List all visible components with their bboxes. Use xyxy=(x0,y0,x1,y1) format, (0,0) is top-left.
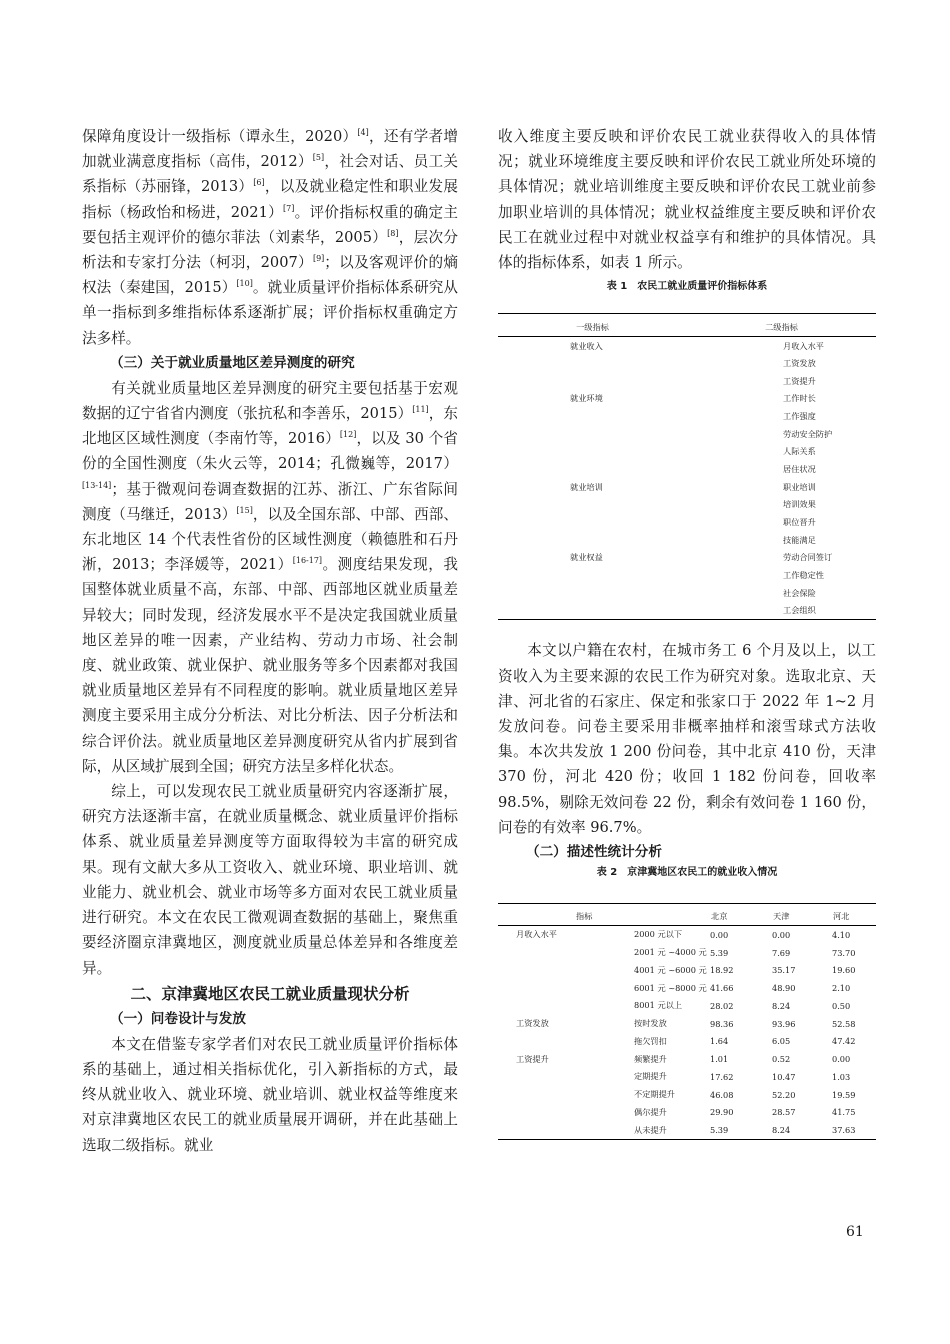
table1-row xyxy=(498,355,876,373)
subsection-heading-regional-diff: （三）关于就业质量地区差异测度的研究 xyxy=(110,354,355,371)
table2-tianjin-cell: 6.05 xyxy=(772,1036,791,1047)
paragraph-summary: 综上，可以发现农民工就业质量研究内容逐渐扩展，研究方法逐渐丰富，在就业质量概念、就业质量评价指标体系、就业质量差异测度等方面取得较为丰富的研究成果。现有文献大多从工资收入、就业环境、职业培训、就业能力、就业机会、就业市场等多方面对农民工就业质量进行研究。本文在农民工微观调查数据的基础上，聚焦重要经济圈京津冀地区，测度就业质量总体差异和各维度差异。 xyxy=(82,783,458,977)
table1-level1-cell xyxy=(498,514,687,532)
table2-category-cell: 4001 元 ~6000 元 xyxy=(634,964,707,975)
subsection-heading-questionnaire: （一）问卷设计与发放 xyxy=(110,1010,246,1027)
table1-body xyxy=(498,337,876,620)
table2-body xyxy=(498,926,876,1140)
table2-indicator-cell xyxy=(498,997,634,1015)
table2-tianjin-cell: 93.96 xyxy=(772,1018,796,1029)
table2-hebei-cell: 4.10 xyxy=(832,929,851,940)
table2-row xyxy=(498,1086,876,1104)
table1-level2-cell: 劳动合同签订 xyxy=(783,552,833,563)
table2-indicator-cell xyxy=(498,1104,634,1122)
table2-indicator-cell: 月收入水平 xyxy=(516,929,557,940)
table2-beijing-cell: 0.00 xyxy=(710,929,729,940)
table2-tianjin-cell: 28.57 xyxy=(772,1107,796,1118)
table2-header: 河北 xyxy=(832,904,876,926)
table1-level1-cell xyxy=(498,425,687,443)
paragraph-dimensions: 收入维度主要反映和评价农民工就业获得收入的具体情况；就业环境维度主要反映和评价农民工就业所处环境的具体情况；就业培训维度主要反映和评价农民工就业前参加职业培训的具体情况；就业权益维度主要反映和评价农民工在就业过程中对就业权益享有和维护的具体情况。具体的指标体系，如表 1 所示。 xyxy=(498,128,876,272)
table1-level2-cell: 劳动安全防护 xyxy=(783,428,833,439)
table2-row xyxy=(498,997,876,1015)
table2-category-cell: 频繁提升 xyxy=(634,1053,667,1064)
table2-beijing-cell: 17.62 xyxy=(710,1071,734,1082)
table1-level1-cell xyxy=(498,567,687,585)
subsection-heading-descriptive: （二）描述性统计分析 xyxy=(526,844,662,861)
table2-tianjin-cell: 0.00 xyxy=(772,929,791,940)
table2-tianjin-cell: 52.20 xyxy=(772,1089,796,1100)
table2-row xyxy=(498,926,876,944)
table2-beijing-cell: 5.39 xyxy=(710,1125,729,1136)
table1-row xyxy=(498,549,876,567)
paragraph-indicators-weights: 保障角度设计一级指标（谭永生，2020）[4]，还有学者增加就业满意度指标（高伟，2012）[5]，社会对话、员工关系指标（苏丽锋，2013）[6]，以及就业稳定性和职业发展指标（杨政怡和杨进，2021）[7]。评价指标权重的确定主要包括主观评价的德尔菲法（刘素华，2005）[8]，层次分析法和专家打分法（柯羽，2007）[9]；以及客观评价的熵权法（秦建国，2015）[10]。就业质量评价指标体系研究从单一指标到多维指标体系逐渐扩展；评价指标权重确定方法多样。 xyxy=(82,128,458,347)
table1-level1-cell xyxy=(498,496,687,514)
table1-level1-cell: 就业环境 xyxy=(570,393,603,404)
table1-level2-cell: 培训效果 xyxy=(783,499,816,510)
table1-row xyxy=(498,461,876,479)
table1-level1-cell xyxy=(498,584,687,602)
table2-beijing-cell: 29.90 xyxy=(710,1107,734,1118)
paragraph-sample: 本文以户籍在农村，在城市务工 6 个月及以上，以工资收入为主要来源的农民工作为研究对象。选取北京、天津、河北省的石家庄、保定和张家口于 2022 年 1~2 月发放问卷。问卷主要采用非概率抽样和滚雪球式方法收集。本次共发放 1 200 份问卷，其中北京 410 份，天津 370 份，河北 420 份；收回 1 182 份问卷，回收率 98.5%，剔除无效问卷 22 份，剩余有效问卷 1 160 份，问卷的有效率 96.7%。 xyxy=(498,642,876,836)
table1-level2-cell: 社会保险 xyxy=(783,587,816,598)
table2-header: 指标 xyxy=(498,904,710,926)
table1-level1-cell: 就业培训 xyxy=(570,481,603,492)
table1-level1-cell xyxy=(498,461,687,479)
section-heading-2: 二、京津冀地区农民工就业质量现状分析 xyxy=(130,984,410,1003)
table2-header: 北京 xyxy=(710,904,772,926)
table1-header: 一级指标 xyxy=(498,314,687,337)
table2-hebei-cell: 47.42 xyxy=(832,1036,856,1047)
table1-row xyxy=(498,496,876,514)
table1-row xyxy=(498,478,876,496)
table1-row xyxy=(498,425,876,443)
table1-level1-cell xyxy=(498,443,687,461)
table2-indicator-cell: 工资提升 xyxy=(516,1053,549,1064)
table2-hebei-cell: 0.50 xyxy=(832,1000,851,1011)
table1-row xyxy=(498,443,876,461)
table2-beijing-cell: 1.64 xyxy=(710,1036,729,1047)
table1-row xyxy=(498,373,876,391)
table1-row xyxy=(498,337,876,355)
table2-beijing-cell: 1.01 xyxy=(710,1054,729,1065)
table2-indicator-cell: 工资发放 xyxy=(516,1018,549,1029)
table1-row xyxy=(498,602,876,620)
table2-hebei-cell: 1.03 xyxy=(832,1071,851,1082)
table2-tianjin-cell: 8.24 xyxy=(772,1000,791,1011)
table1-level1-cell xyxy=(498,531,687,549)
paragraph-regional-measure: 有关就业质量地区差异测度的研究主要包括基于宏观数据的辽宁省省内测度（张抗私和李善乐，2015）[11]，东北地区区域性测度（李南竹等，2016）[12]，以及 30 个省份的全国性测度（朱火云等，2014；孔微巍等，2017）[13-14]；基于微观问卷调查数据的江苏、浙江、广东省际间测度（马继迁，2013）[15]，以及全国东部、中部、西部、东北地区 14 个代表性省份的区域性测度（赖德胜和石丹淅，2013；李泽媛等，2021）[16-17]。测度结果发现，我国整体就业质量不高，东部、中部、西部地区就业质量差异较大；同时发现，经济发展水平不是决定我国就业质量地区差异的唯一因素，产业结构、劳动力市场、社会制度、就业政策、就业保护、就业服务等多个因素都对我国就业质量地区差异有不同程度的影响。就业质量地区差异测度主要采用主成分分析法、对比分析法、因子分析法和综合评价法。就业质量地区差异测度研究从省内扩展到省际，从区域扩展到全国；研究方法呈多样化状态。 xyxy=(82,379,458,775)
table2-hebei-cell: 19.59 xyxy=(832,1089,856,1100)
table2-row xyxy=(498,1104,876,1122)
table2-caption: 表 2 京津冀地区农民工的就业收入情况 xyxy=(596,867,778,879)
table1-level2-cell: 工会组织 xyxy=(783,605,816,616)
table2-category-cell: 不定期提升 xyxy=(634,1089,675,1100)
table2-row xyxy=(498,962,876,980)
table2-category-cell: 定期提升 xyxy=(634,1071,667,1082)
table2-hebei-cell: 37.63 xyxy=(832,1125,856,1136)
table1-level2-cell: 工资提升 xyxy=(783,375,816,386)
page-number: 61 xyxy=(846,1224,864,1240)
table1-level2-cell: 工作时长 xyxy=(783,393,816,404)
table2-beijing-cell: 46.08 xyxy=(710,1089,734,1100)
table2-tianjin-cell: 35.17 xyxy=(772,965,796,976)
table2-hebei-cell: 41.75 xyxy=(832,1107,856,1118)
table2-hebei-cell: 0.00 xyxy=(832,1054,851,1065)
table1-row xyxy=(498,531,876,549)
table1-row xyxy=(498,514,876,532)
table2-category-cell: 2001 元 ~4000 元 xyxy=(634,947,707,958)
table2-indicator-cell xyxy=(498,1086,634,1104)
table2-hebei-cell: 19.60 xyxy=(832,965,856,976)
table2-beijing-cell: 18.92 xyxy=(710,965,734,976)
table2-row xyxy=(498,979,876,997)
table2-category-cell: 6001 元 ~8000 元 xyxy=(634,982,707,993)
table2-indicator-cell xyxy=(498,979,634,997)
table2-indicator-cell xyxy=(498,1033,634,1051)
table2-row xyxy=(498,1050,876,1068)
table1-row xyxy=(498,408,876,426)
table1-row xyxy=(498,584,876,602)
table1-row xyxy=(498,567,876,585)
right-column xyxy=(498,124,876,1140)
table1-level1-cell xyxy=(498,373,687,391)
table1-level2-cell: 职业培训 xyxy=(783,481,816,492)
table1-level2-cell: 工作稳定性 xyxy=(783,569,824,580)
table1-caption: 表 1 农民工就业质量评价指标体系 xyxy=(606,281,768,293)
table2-category-cell: 偶尔提升 xyxy=(634,1106,667,1117)
table2 xyxy=(498,903,876,1140)
table1 xyxy=(498,313,876,620)
table1-level2-cell: 居住状况 xyxy=(783,464,816,475)
table2-row xyxy=(498,1068,876,1086)
table2-category-cell: 从未提升 xyxy=(634,1124,667,1135)
table1-level2-cell: 工作强度 xyxy=(783,411,816,422)
table2-beijing-cell: 41.66 xyxy=(710,983,734,994)
table2-beijing-cell: 98.36 xyxy=(710,1018,734,1029)
table1-level2-cell: 人际关系 xyxy=(783,446,816,457)
table2-tianjin-cell: 8.24 xyxy=(772,1125,791,1136)
table1-level1-cell xyxy=(498,355,687,373)
table2-tianjin-cell: 7.69 xyxy=(772,947,791,958)
table1-level2-cell: 工资发放 xyxy=(783,358,816,369)
paragraph-questionnaire: 本文在借鉴专家学者们对农民工就业质量评价指标体系的基础上，通过相关指标优化，引入新指标的方式，最终从就业收入、就业环境、就业培训、就业权益等维度来对京津冀地区农民工的就业质量展开调研，并在此基础上选取二级指标。就业 xyxy=(82,1035,458,1154)
table2-tianjin-cell: 10.47 xyxy=(772,1071,796,1082)
table2-row xyxy=(498,1121,876,1139)
table2-indicator-cell xyxy=(498,962,634,980)
table2-row xyxy=(498,1015,876,1033)
table2-indicator-cell xyxy=(498,1068,634,1086)
table2-category-cell: 8001 元以上 xyxy=(634,1000,683,1011)
table1-level1-cell xyxy=(498,408,687,426)
table2-header: 天津 xyxy=(772,904,832,926)
table1-level2-cell: 职位晋升 xyxy=(783,516,816,527)
table1-level2-cell: 技能满足 xyxy=(783,534,816,545)
table2-category-cell: 拖欠罚扣 xyxy=(634,1035,667,1046)
table2-category-cell: 2000 元以下 xyxy=(634,929,683,940)
table2-row xyxy=(498,944,876,962)
table2-tianjin-cell: 48.90 xyxy=(772,983,796,994)
table2-row xyxy=(498,1033,876,1051)
table2-beijing-cell: 5.39 xyxy=(710,947,729,958)
table2-tianjin-cell: 0.52 xyxy=(772,1054,791,1065)
table2-hebei-cell: 73.70 xyxy=(832,947,856,958)
table1-level2-cell: 月收入水平 xyxy=(783,340,824,351)
table1-header: 二级指标 xyxy=(687,314,876,337)
table1-level1-cell: 就业权益 xyxy=(570,552,603,563)
table2-indicator-cell xyxy=(498,944,634,962)
table1-level1-cell: 就业收入 xyxy=(570,340,603,351)
table2-indicator-cell xyxy=(498,1121,634,1139)
table2-hebei-cell: 52.58 xyxy=(832,1018,856,1029)
table2-category-cell: 按时发放 xyxy=(634,1018,667,1029)
table1-level1-cell xyxy=(498,602,687,620)
left-column xyxy=(82,124,458,1158)
table2-beijing-cell: 28.02 xyxy=(710,1000,734,1011)
table1-row xyxy=(498,390,876,408)
table2-hebei-cell: 2.10 xyxy=(832,983,851,994)
